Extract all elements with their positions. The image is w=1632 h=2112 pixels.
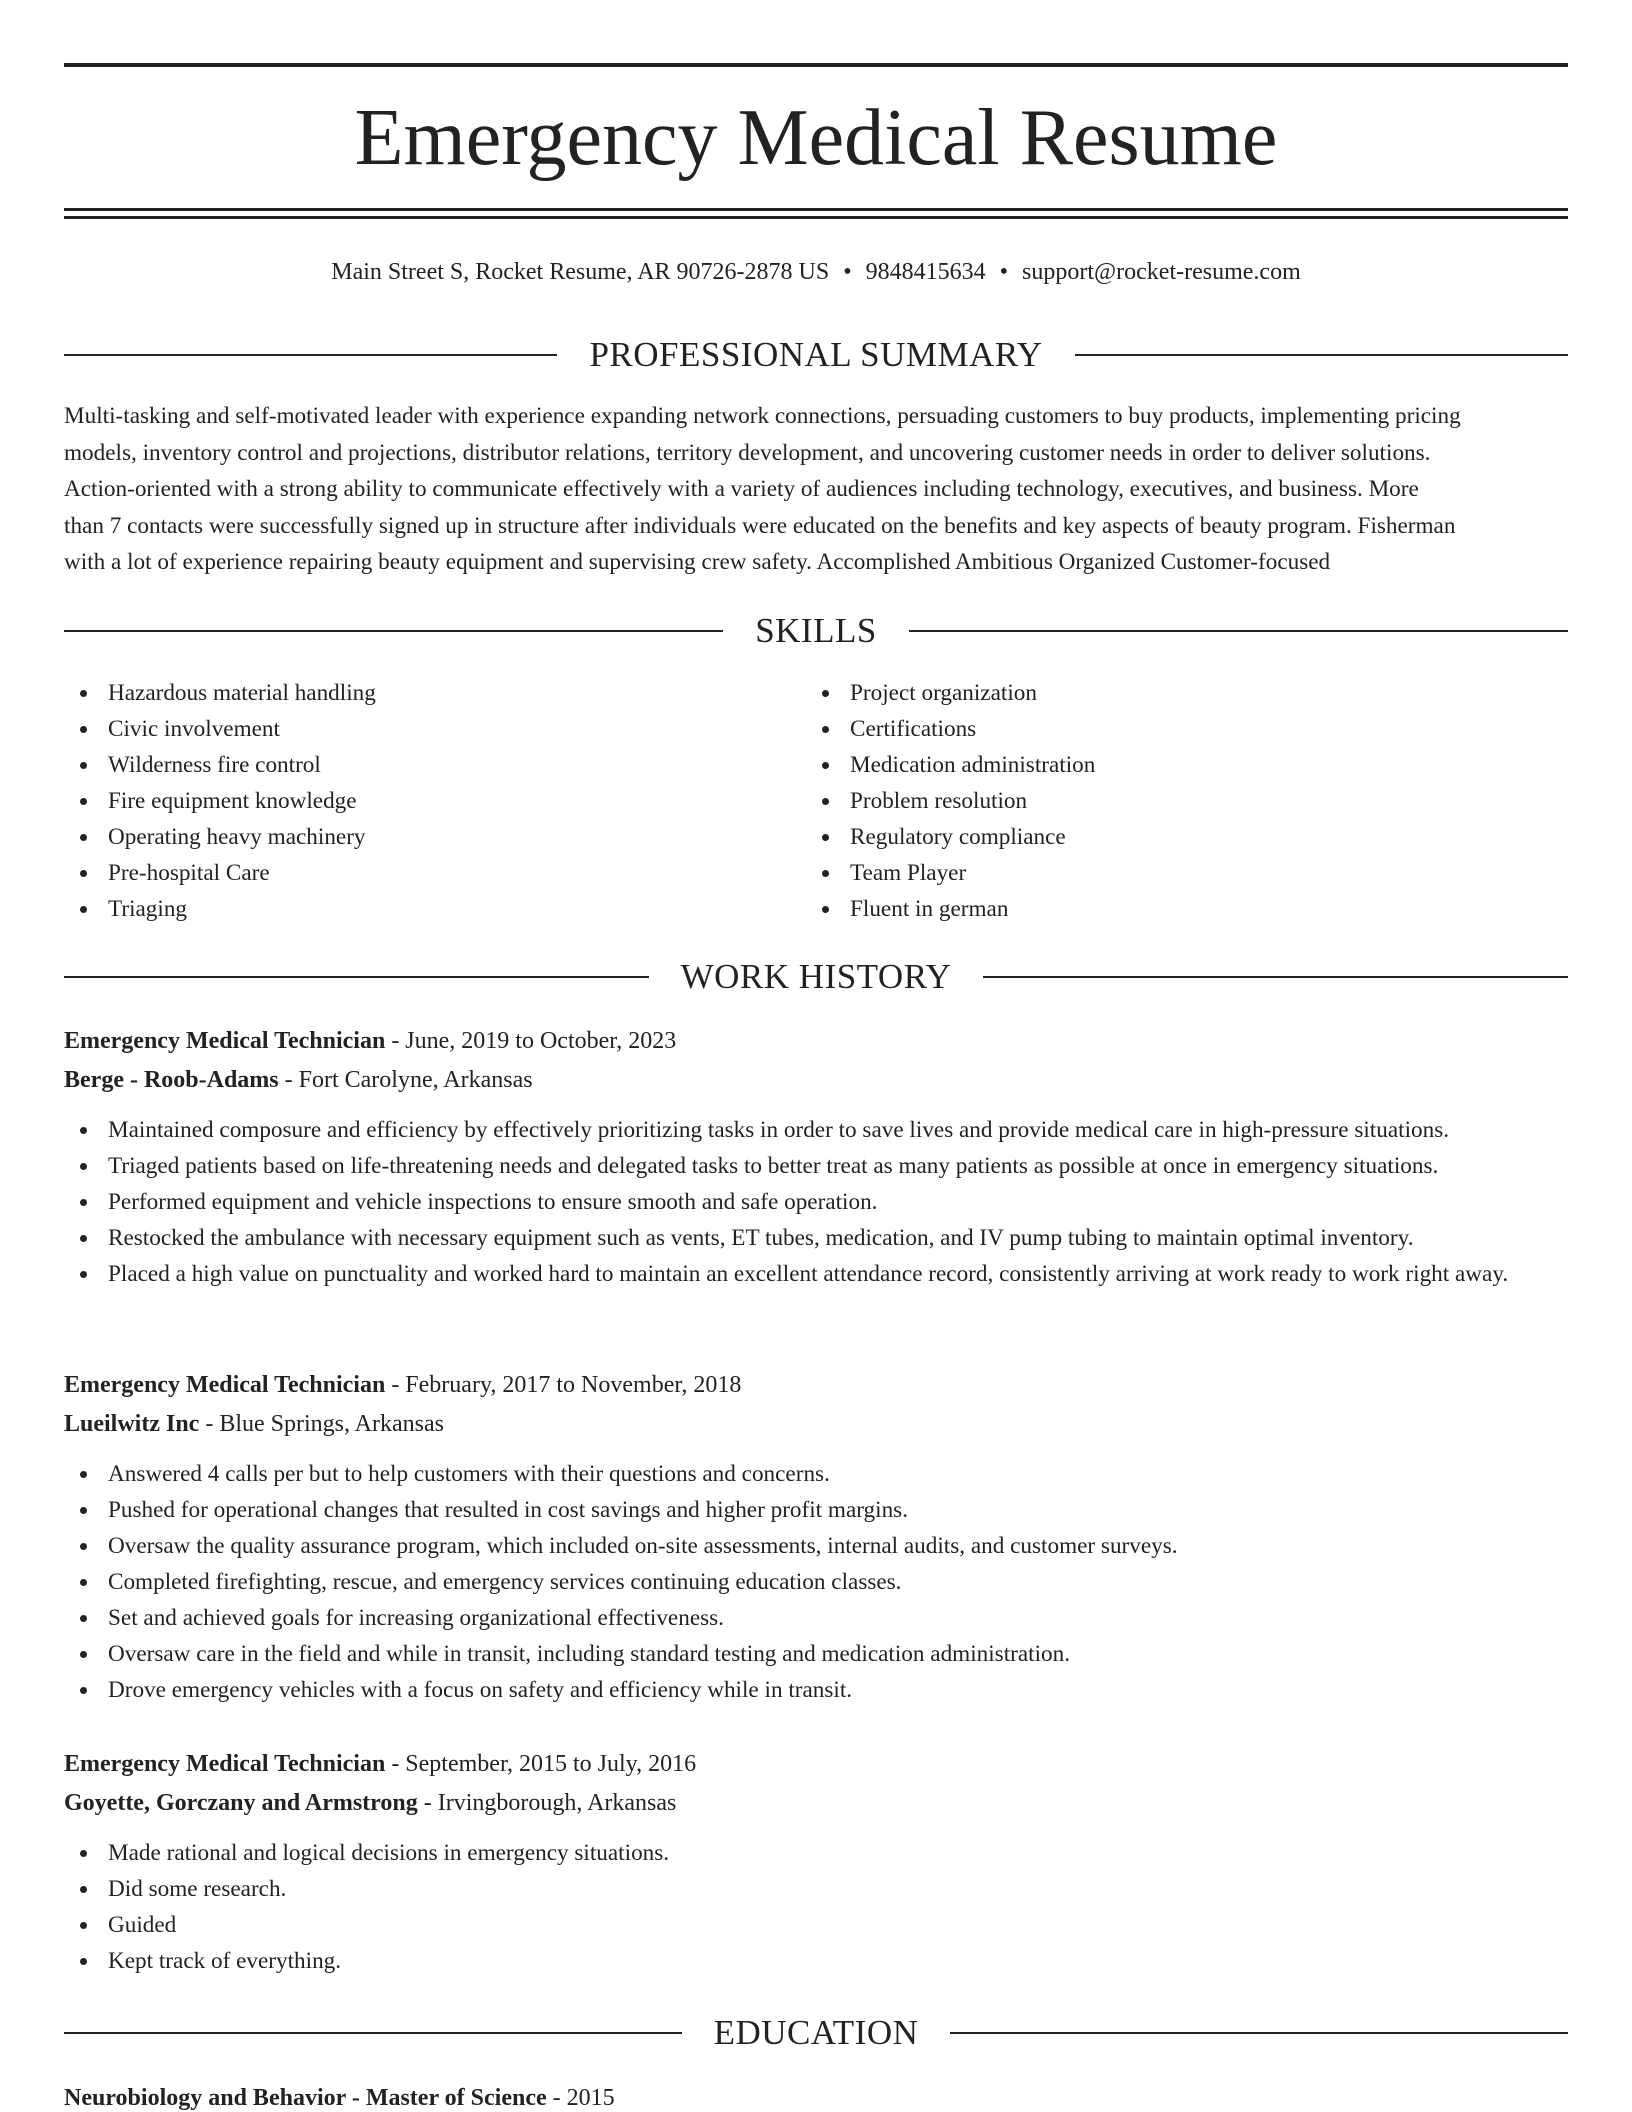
- heading-rule-left: [64, 2032, 682, 2034]
- section-heading-education: [64, 2011, 1568, 2055]
- job-bullet: Oversaw the quality assurance program, which included on-site assessments, internal audits, and customer surveys.: [64, 1528, 1568, 1564]
- contact-separator: •: [999, 259, 1009, 285]
- job-company-line: [64, 1061, 1568, 1100]
- skill-item: Regulatory compliance: [806, 819, 1548, 855]
- education-year: - 2015: [546, 2085, 615, 2111]
- contact-separator: •: [843, 259, 852, 285]
- job-bullet: Set and achieved goals for increasing organizational effectiveness.: [64, 1600, 1568, 1636]
- job-bullet: Maintained composure and efficiency by effectively prioritizing tasks in order to save lives and provide medical care in high-pressure situations.: [64, 1112, 1568, 1148]
- skill-item: Fire equipment knowledge: [64, 783, 806, 819]
- job-dates: - February, 2017 to November, 2018: [385, 1372, 742, 1398]
- job-title-line: [64, 1745, 1568, 1784]
- heading-rule-right: [909, 630, 1568, 632]
- job-dates: - June, 2019 to October, 2023: [385, 1028, 677, 1054]
- skill-item: Wilderness fire control: [64, 747, 806, 783]
- skill-item: Medication administration: [806, 747, 1548, 783]
- skill-item: Certifications: [806, 711, 1548, 747]
- heading-rule-right: [1075, 354, 1568, 356]
- job-entry: [64, 1366, 1568, 1708]
- job-location: - Irvingborough, Arkansas: [417, 1790, 677, 1816]
- job-entry: [64, 1022, 1568, 1292]
- heading-rule-left: [64, 976, 649, 978]
- top-rule: [64, 63, 1568, 67]
- job-location: - Blue Springs, Arkansas: [199, 1411, 444, 1437]
- job-bullet: Drove emergency vehicles with a focus on safety and efficiency while in transit.: [64, 1672, 1568, 1708]
- job-bullet: Placed a high value on punctuality and worked hard to maintain an excellent attendance record, consistently arriving at work ready to work right away.: [64, 1256, 1568, 1292]
- summary-line: with a lot of experience repairing beauty equipment and supervising crew safety. Accomplished Ambitious Organized Customer-focused: [64, 549, 1331, 575]
- summary-line: Multi-tasking and self-motivated leader with experience expanding network connections, persuading customers to buy products, implementing pricing: [64, 403, 1461, 429]
- skill-item: Triaging: [64, 891, 806, 927]
- job-bullet: Triaged patients based on life-threatening needs and delegated tasks to better treat as many patients as possible at once in emergency situations.: [64, 1148, 1568, 1184]
- job-company-line: [64, 1405, 1568, 1444]
- skill-item: Hazardous material handling: [64, 675, 806, 711]
- section-title: EDUCATION: [713, 2013, 919, 2052]
- section-heading-skills: [64, 609, 1568, 653]
- job-location: - Fort Carolyne, Arkansas: [278, 1067, 533, 1093]
- job-bullet: Restocked the ambulance with necessary equipment such as vents, ET tubes, medication, and IV pump tubing to maintain optimal inventory.: [64, 1220, 1568, 1256]
- section-title: WORK HISTORY: [680, 957, 952, 996]
- job-bullet: Pushed for operational changes that resulted in cost savings and higher profit margins.: [64, 1492, 1568, 1528]
- job-title: Emergency Medical Technician: [64, 1751, 386, 1777]
- summary-line: models, inventory control and projections, distributor relations, territory development, and uncovering customer needs in order to deliver solutions.: [64, 439, 1431, 466]
- section-heading-summary: [64, 333, 1568, 377]
- skill-item: Project organization: [806, 675, 1548, 711]
- job-bullet: Guided: [64, 1907, 1568, 1943]
- job-bullet: Kept track of everything.: [64, 1943, 1568, 1979]
- contact-line: [64, 254, 1568, 290]
- job-bullets: [64, 1112, 1568, 1292]
- job-bullet: Answered 4 calls per but to help customers with their questions and concerns.: [64, 1456, 1568, 1492]
- summary-line: than 7 contacts were successfully signed up in structure after individuals were educated on the benefits and key aspects of beauty program. Fisherman: [64, 512, 1456, 539]
- title-rule-lower: [64, 216, 1568, 219]
- contact-phone: 9848415634: [865, 259, 986, 285]
- education-degree: Neurobiology and Behavior - Master of Science: [64, 2085, 547, 2111]
- heading-rule-left: [64, 354, 557, 356]
- job-company: Goyette, Gorczany and Armstrong: [64, 1790, 418, 1816]
- section-title: SKILLS: [755, 611, 877, 650]
- skill-item: Team Player: [806, 855, 1548, 891]
- education-entry: [64, 2078, 1568, 2112]
- skills-list: [64, 675, 1568, 927]
- job-title: Emergency Medical Technician: [64, 1028, 386, 1054]
- skills-column-right: [806, 675, 1548, 927]
- skill-item: Operating heavy machinery: [64, 819, 806, 855]
- heading-rule-right: [950, 2032, 1568, 2034]
- contact-address: Main Street S, Rocket Resume, AR 90726-2878 US: [331, 259, 830, 285]
- heading-rule-right: [983, 976, 1568, 978]
- skill-item: Civic involvement: [64, 711, 806, 747]
- job-title-line: [64, 1366, 1568, 1405]
- job-company: Berge - Roob-Adams: [64, 1067, 279, 1093]
- resume-title: Emergency Medical Resume: [354, 94, 1278, 182]
- job-dates: - September, 2015 to July, 2016: [385, 1751, 697, 1777]
- title-rule-upper: [64, 208, 1568, 211]
- job-title-line: [64, 1022, 1568, 1061]
- contact-email: support@rocket-resume.com: [1022, 259, 1301, 285]
- job-bullet: Did some research.: [64, 1871, 1568, 1907]
- skill-item: Pre-hospital Care: [64, 855, 806, 891]
- skill-item: Problem resolution: [806, 783, 1548, 819]
- summary-line: Action-oriented with a strong ability to communicate effectively with a variety of audiences including technology, executives, and business. More: [64, 476, 1419, 502]
- job-bullet: Oversaw care in the field and while in transit, including standard testing and medication administration.: [64, 1636, 1568, 1672]
- heading-rule-left: [64, 630, 723, 632]
- skills-column-left: [64, 675, 806, 927]
- job-bullets: [64, 1456, 1568, 1708]
- skill-item: Fluent in german: [806, 891, 1548, 927]
- job-bullet: Completed firefighting, rescue, and emergency services continuing education classes.: [64, 1564, 1568, 1600]
- job-entry: [64, 1745, 1568, 1979]
- job-company: Lueilwitz Inc: [64, 1411, 200, 1437]
- section-heading-work: [64, 955, 1568, 999]
- job-bullets: [64, 1835, 1568, 1979]
- job-bullet: Performed equipment and vehicle inspections to ensure smooth and safe operation.: [64, 1184, 1568, 1220]
- section-title: PROFESSIONAL SUMMARY: [589, 335, 1043, 374]
- job-company-line: [64, 1784, 1568, 1823]
- summary-text: [64, 398, 1568, 581]
- job-bullet: Made rational and logical decisions in emergency situations.: [64, 1835, 1568, 1871]
- job-title: Emergency Medical Technician: [64, 1372, 386, 1398]
